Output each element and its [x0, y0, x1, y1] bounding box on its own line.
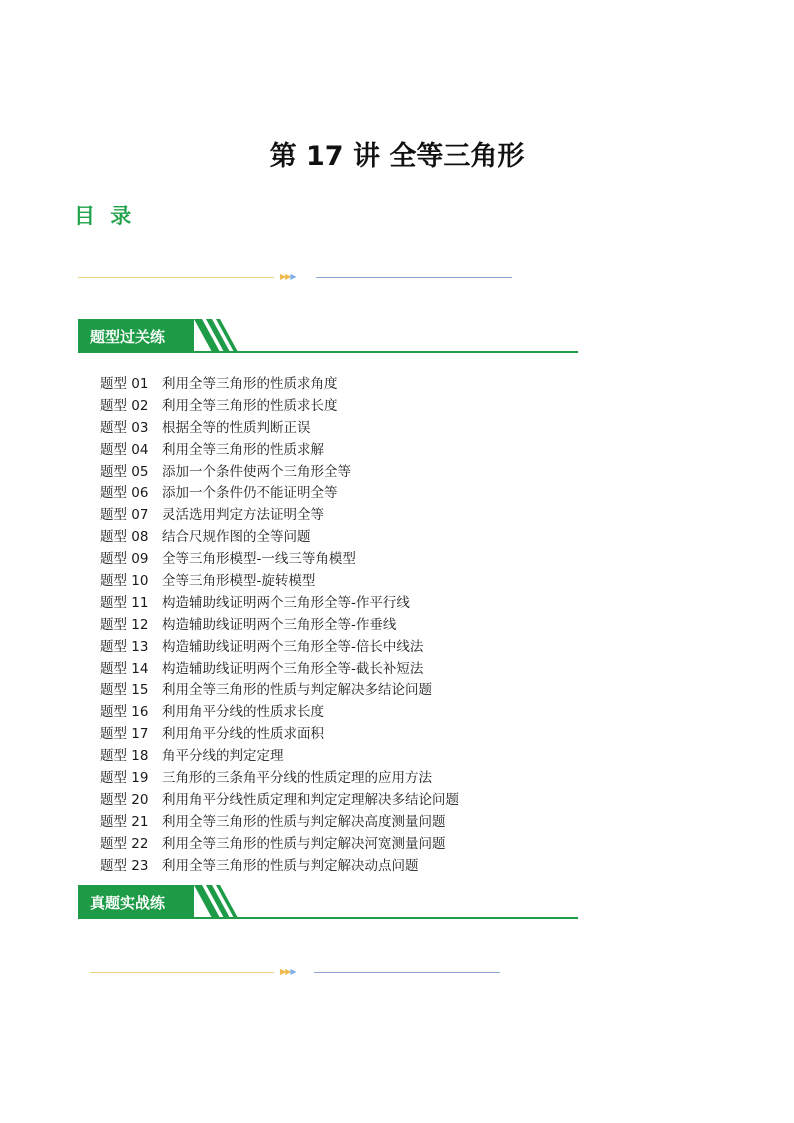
toc-item[interactable] — [100, 374, 459, 396]
toc-item-number: 题型 04 — [100, 441, 149, 458]
toc-item-number: 题型 07 — [100, 507, 149, 524]
toc-item[interactable] — [100, 483, 459, 505]
toc-item-text: 利用全等三角形的性质与判定解决河宽测量问题 — [162, 835, 446, 852]
divider-top — [78, 273, 514, 283]
arrow-right-icon: ▶▶▶ — [280, 967, 296, 976]
toc-item-text: 利用全等三角形的性质与判定解决多结论问题 — [162, 682, 432, 699]
section-label: 真题实战练 — [90, 894, 166, 912]
toc-item-text: 构造辅助线证明两个三角形全等-作垂线 — [162, 616, 397, 633]
toc-item-number: 题型 22 — [100, 835, 149, 852]
toc-item[interactable] — [100, 856, 459, 878]
toc-item-number: 题型 21 — [100, 813, 149, 830]
toc-item-text: 利用全等三角形的性质与判定解决动点问题 — [162, 857, 419, 874]
toc-item-number: 题型 13 — [100, 638, 149, 655]
toc-item-number: 题型 17 — [100, 726, 149, 743]
toc-item[interactable] — [100, 571, 459, 593]
toc-item-text: 利用全等三角形的性质求解 — [162, 441, 324, 458]
toc-item-number: 题型 03 — [100, 419, 149, 436]
divider-line-left — [90, 972, 274, 973]
section-banner-practice — [78, 319, 578, 353]
stripes-icon — [194, 885, 244, 918]
toc-item-number: 题型 16 — [100, 704, 149, 721]
toc-item-text: 结合尺规作图的全等问题 — [162, 529, 311, 546]
toc-item-text: 全等三角形模型-一线三等角模型 — [162, 551, 356, 568]
toc-item-number: 题型 15 — [100, 682, 149, 699]
toc-list — [100, 374, 459, 877]
section-baseline — [78, 351, 578, 353]
toc-item-text: 构造辅助线证明两个三角形全等-倍长中线法 — [162, 638, 424, 655]
toc-item[interactable] — [100, 637, 459, 659]
toc-heading: 目 录 — [74, 204, 136, 228]
toc-item-number: 题型 12 — [100, 616, 149, 633]
toc-item[interactable] — [100, 527, 459, 549]
toc-item-number: 题型 18 — [100, 748, 149, 765]
toc-item[interactable] — [100, 549, 459, 571]
toc-item-text: 灵活选用判定方法证明全等 — [162, 507, 324, 524]
toc-item[interactable] — [100, 396, 459, 418]
toc-item-number: 题型 02 — [100, 397, 149, 414]
toc-item-text: 利用角平分线的性质求面积 — [162, 726, 324, 743]
toc-item-text: 利用全等三角形的性质与判定解决高度测量问题 — [162, 813, 446, 830]
toc-item-text: 角平分线的判定定理 — [162, 748, 284, 765]
toc-item-number: 题型 23 — [100, 857, 149, 874]
toc-item[interactable] — [100, 834, 459, 856]
toc-item-text: 构造辅助线证明两个三角形全等-作平行线 — [162, 594, 410, 611]
toc-item-number: 题型 09 — [100, 551, 149, 568]
divider-line-left — [78, 277, 274, 278]
toc-item-number: 题型 01 — [100, 376, 149, 392]
toc-item[interactable] — [100, 702, 459, 724]
toc-item-text: 全等三角形模型-旋转模型 — [162, 573, 316, 590]
divider-line-right — [316, 277, 512, 278]
toc-item[interactable] — [100, 440, 459, 462]
divider-line-right — [314, 972, 500, 973]
toc-item-number: 题型 19 — [100, 770, 149, 787]
toc-item-text: 添加一个条件使两个三角形全等 — [162, 463, 351, 480]
toc-item-text: 三角形的三条角平分线的性质定理的应用方法 — [162, 770, 432, 787]
toc-item-number: 题型 05 — [100, 463, 149, 480]
toc-item-number: 题型 20 — [100, 791, 149, 808]
toc-item[interactable] — [100, 593, 459, 615]
toc-item[interactable] — [100, 790, 459, 812]
section-banner-exam — [78, 885, 578, 919]
toc-item[interactable] — [100, 746, 459, 768]
toc-item[interactable] — [100, 812, 459, 834]
toc-item[interactable] — [100, 680, 459, 702]
toc-item-text: 根据全等的性质判断正误 — [162, 419, 311, 436]
toc-item-number: 题型 06 — [100, 485, 149, 502]
toc-item[interactable] — [100, 505, 459, 527]
toc-item-text: 利用角平分线性质定理和判定定理解决多结论问题 — [162, 791, 459, 808]
page-title: 第 17 讲 全等三角形 — [269, 141, 525, 172]
toc-item[interactable] — [100, 768, 459, 790]
toc-item-number: 题型 14 — [100, 660, 149, 677]
toc-item-number: 题型 08 — [100, 529, 149, 546]
toc-item-text: 利用角平分线的性质求长度 — [162, 704, 324, 721]
toc-item-number: 题型 10 — [100, 573, 149, 590]
toc-item-text: 构造辅助线证明两个三角形全等-截长补短法 — [162, 660, 424, 677]
toc-item-text: 利用全等三角形的性质求长度 — [162, 397, 338, 414]
arrow-right-icon: ▶▶▶ — [280, 272, 296, 281]
section-baseline — [78, 917, 578, 919]
toc-item-number: 题型 11 — [100, 594, 149, 611]
toc-item-text: 添加一个条件仍不能证明全等 — [162, 485, 338, 502]
toc-item[interactable] — [100, 418, 459, 440]
toc-item[interactable] — [100, 462, 459, 484]
toc-item[interactable] — [100, 659, 459, 681]
divider-bottom — [90, 968, 502, 978]
section-label: 题型过关练 — [90, 328, 166, 346]
toc-item[interactable] — [100, 724, 459, 746]
stripes-icon — [194, 319, 244, 352]
toc-item-text: 利用全等三角形的性质求角度 — [162, 376, 338, 392]
toc-item[interactable] — [100, 615, 459, 637]
